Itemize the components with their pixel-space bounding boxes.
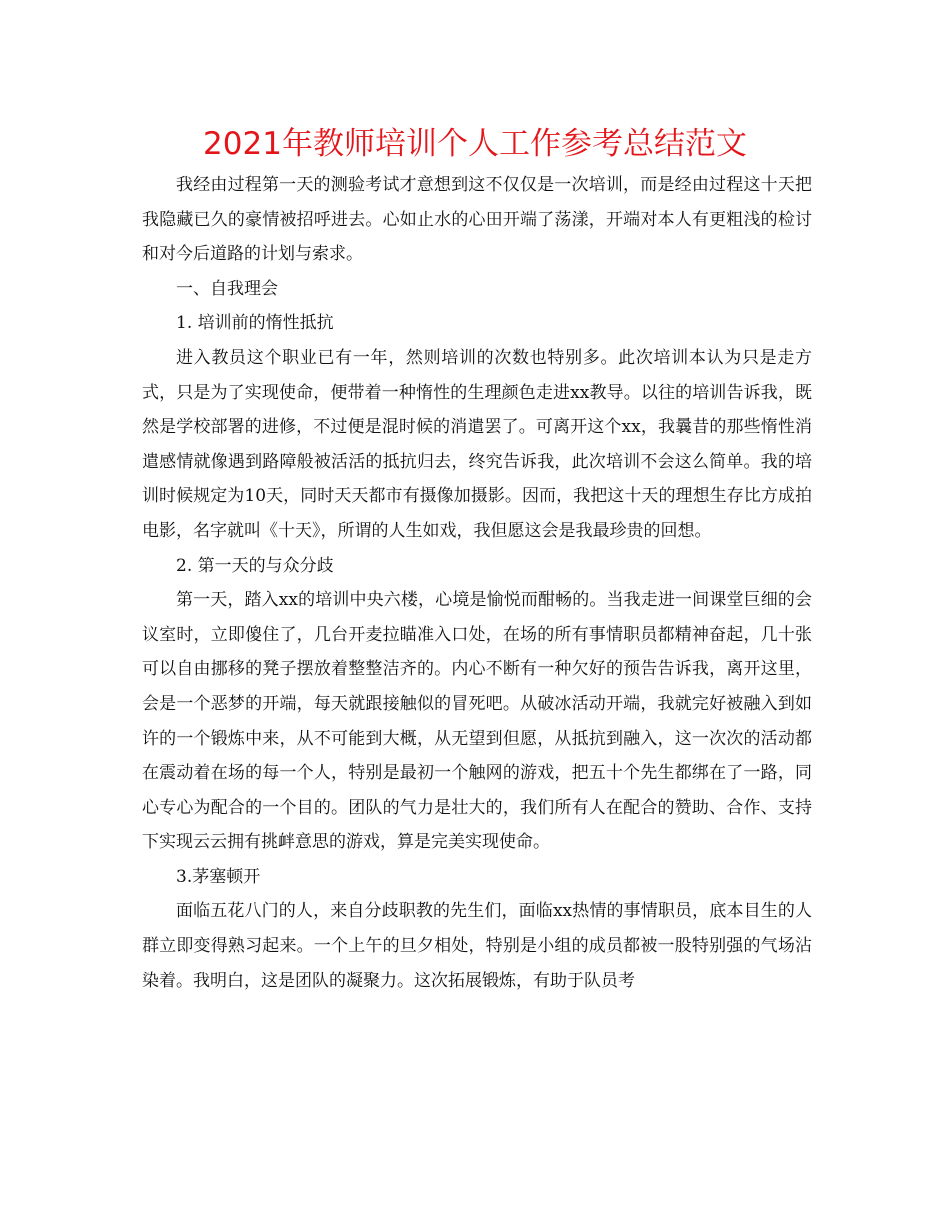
section-heading-self-understanding: 一、自我理会 xyxy=(176,278,278,299)
paragraph-intro: 我经由过程第一天的测验考试才意想到这不仅仅是一次培训，而是经由过程这十天把我隐藏已久的豪情被招呼进去。心如止水的心田开端了荡漾，开端对本人有更粗浅的检讨和对今后道路的计划与索求。 xyxy=(142,175,812,265)
subheading-inertia-resistance: 1. 培训前的惰性抵抗 xyxy=(176,313,334,334)
paragraph-enlightenment: 面临五花八门的人，来自分歧职教的先生们，面临xx热情的事情职员，底本目生的人群立即变得熟习起来。一个上午的旦夕相处，特别是小组的成员都被一股特别强的气场沾染着。我明白，这是团队的凝聚力。这次拓展锻炼，有助于队员考 xyxy=(142,901,812,991)
document-title: 2021年教师培训个人工作参考总结范文 xyxy=(203,126,747,162)
paragraph-inertia-resistance: 进入教员这个职业已有一年，然则培训的次数也特别多。此次培训本认为只是走方式，只是为了实现使命，便带着一种惰性的生理颜色走进xx教导。以往的培训告诉我，既然是学校部署的进修，不过便是混时候的消遣罢了。可离开这个xx，我曩昔的那些惰性消遣感情就像遇到路障般被活活的抵抗归去，终究告诉我，此次培训不会这么简单。我的培训时候规定为10天，同时天天都市有摄像加摄影。因而，我把这十天的理想生存比方成拍电影，名字就叫《十天》，所谓的人生如戏，我但愿这会是我最珍贵的回想。 xyxy=(142,347,812,541)
subheading-enlightenment: 3.茅塞顿开 xyxy=(176,866,261,887)
paragraph-first-day: 第一天，踏入xx的培训中央六楼，心境是愉悦而酣畅的。当我走进一间课堂巨细的会议室时，立即傻住了，几台开麦拉瞄准入口处，在场的所有事情职员都精神奋起，几十张可以自由挪移的凳子摆放着整整洁齐的。内心不断有一种欠好的预告告诉我，离开这里，会是一个恶梦的开端，每天就跟接触似的冒死吧。从破冰活动开端，我就完好被融入到如许的一个锻炼中来，从不可能到大概，从无望到但愿，从抵抗到融入，这一次次的活动都在震动着在场的每一个人，特别是最初一个触网的游戏，把五十个先生都绑在了一路，同心专心为配合的一个目的。团队的气力是壮大的，我们所有人在配合的赞助、合作、支持下实现云云拥有挑衅意思的游戏，算是完美实现使命。 xyxy=(142,590,812,853)
subheading-first-day: 2. 第一天的与众分歧 xyxy=(176,555,334,576)
document-body xyxy=(142,168,812,998)
